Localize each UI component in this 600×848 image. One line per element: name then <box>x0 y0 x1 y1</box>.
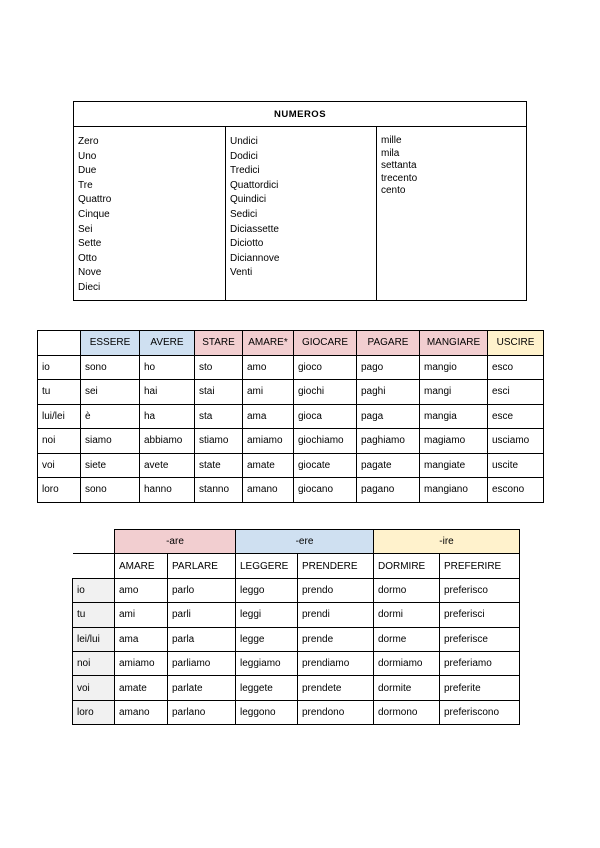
number-word: Sei <box>78 223 93 235</box>
number-word: Diciassette <box>230 223 279 235</box>
table-row <box>73 578 520 602</box>
verb-form-cell: esco <box>488 355 544 380</box>
verb-form-cell: pagate <box>357 453 420 478</box>
pronoun-cell: noi <box>73 651 115 675</box>
verb-form-cell: amate <box>243 453 294 478</box>
verb-header: STARE <box>195 331 243 356</box>
number-word: Due <box>78 165 97 177</box>
verb-form-cell: esci <box>488 380 544 405</box>
verb-form-cell: parliamo <box>168 651 236 675</box>
table-row <box>38 380 544 405</box>
verb-form-cell: uscite <box>488 453 544 478</box>
verb-form-cell: state <box>195 453 243 478</box>
verb-form-cell: parla <box>168 627 236 651</box>
verb-form-cell: amiamo <box>115 651 168 675</box>
verb-form-cell: dormite <box>374 676 440 700</box>
number-word: Cinque <box>78 208 110 220</box>
verb-form-cell: giocano <box>294 478 357 503</box>
verb-form-cell: preferiamo <box>440 651 520 675</box>
numeros-table <box>73 101 527 301</box>
verb-form-cell: dormi <box>374 603 440 627</box>
verb-form-cell: ha <box>140 404 195 429</box>
verb-form-cell: amate <box>115 676 168 700</box>
pronoun-cell: voi <box>38 453 81 478</box>
verb-form-cell: legge <box>236 627 298 651</box>
table-row <box>38 355 544 380</box>
verb-header: ESSERE <box>81 331 140 356</box>
number-word: Sette <box>78 238 102 250</box>
verb-form-cell: abbiamo <box>140 429 195 454</box>
verb-form-cell: prendo <box>298 578 374 602</box>
number-word: Undici <box>230 136 258 147</box>
verb-form-cell: leggono <box>236 700 298 724</box>
verb-form-cell: preferite <box>440 676 520 700</box>
verb-header: LEGGERE <box>236 554 298 578</box>
table-row <box>38 478 544 503</box>
verb-header: PRENDERE <box>298 554 374 578</box>
table-row <box>38 453 544 478</box>
verb-header: PREFERIRE <box>440 554 520 578</box>
verb-form-cell: prende <box>298 627 374 651</box>
verb-form-cell: parli <box>168 603 236 627</box>
verb-form-cell: leggiamo <box>236 651 298 675</box>
empty-cell <box>73 554 115 578</box>
verb-form-cell: dorme <box>374 627 440 651</box>
number-word: trecento <box>381 172 418 184</box>
verb-form-cell: ami <box>243 380 294 405</box>
verb-form-cell: sto <box>195 355 243 380</box>
verb-form-cell: amano <box>243 478 294 503</box>
pronoun-cell: tu <box>38 380 81 405</box>
verb-form-cell: parlo <box>168 578 236 602</box>
number-word: Diciotto <box>230 238 264 250</box>
verb-form-cell: stai <box>195 380 243 405</box>
pronoun-cell: lui/lei <box>38 404 81 429</box>
number-word: Quattordici <box>230 179 279 191</box>
number-word: Zero <box>78 136 99 147</box>
verb-header: AMARE <box>115 554 168 578</box>
verbs-conjugation-table <box>37 330 544 503</box>
number-word: settanta <box>381 160 417 172</box>
verb-form-cell: dormiamo <box>374 651 440 675</box>
group-header: -are <box>115 530 236 554</box>
verb-form-cell: leggete <box>236 676 298 700</box>
number-word: Dieci <box>78 281 101 293</box>
corner-cell <box>38 331 81 356</box>
group-header: -ire <box>374 530 520 554</box>
verb-form-cell: gioco <box>294 355 357 380</box>
table-row <box>38 429 544 454</box>
verb-form-cell: stiamo <box>195 429 243 454</box>
empty-cell <box>73 530 115 554</box>
verb-form-cell: amo <box>243 355 294 380</box>
verb-form-cell: leggo <box>236 578 298 602</box>
header-row <box>38 331 544 356</box>
verb-form-cell: giocate <box>294 453 357 478</box>
pronoun-cell: voi <box>73 676 115 700</box>
verb-form-cell: preferisce <box>440 627 520 651</box>
table-row <box>73 651 520 675</box>
verb-form-cell: pago <box>357 355 420 380</box>
verb-row <box>73 554 520 578</box>
verb-form-cell: sta <box>195 404 243 429</box>
table-row <box>73 627 520 651</box>
verb-form-cell: parlano <box>168 700 236 724</box>
verb-form-cell: pagano <box>357 478 420 503</box>
number-word: Sedici <box>230 208 258 220</box>
verb-form-cell: paghi <box>357 380 420 405</box>
verb-form-cell: magiamo <box>420 429 488 454</box>
verb-form-cell: paga <box>357 404 420 429</box>
group-row <box>73 530 520 554</box>
number-word: mila <box>381 147 400 159</box>
number-word: Nove <box>78 267 102 279</box>
verb-form-cell: usciamo <box>488 429 544 454</box>
verb-form-cell: amo <box>115 578 168 602</box>
numeros-column-1 <box>74 127 225 300</box>
verb-form-cell: dormono <box>374 700 440 724</box>
verb-form-cell: gioca <box>294 404 357 429</box>
verb-form-cell: parlate <box>168 676 236 700</box>
verb-form-cell: hai <box>140 380 195 405</box>
pronoun-cell: io <box>73 578 115 602</box>
verb-header: MANGIARE <box>420 331 488 356</box>
number-word: Quattro <box>78 194 112 206</box>
verb-form-cell: amano <box>115 700 168 724</box>
pronoun-cell: noi <box>38 429 81 454</box>
verb-form-cell: ama <box>115 627 168 651</box>
numeros-column-2 <box>225 127 376 300</box>
verb-form-cell: giochiamo <box>294 429 357 454</box>
verb-form-cell: amiamo <box>243 429 294 454</box>
verb-form-cell: sei <box>81 380 140 405</box>
pronoun-cell: loro <box>38 478 81 503</box>
verb-form-cell: dormo <box>374 578 440 602</box>
verb-form-cell: leggi <box>236 603 298 627</box>
verb-form-cell: siamo <box>81 429 140 454</box>
number-word: Otto <box>78 252 97 264</box>
verb-form-cell: escono <box>488 478 544 503</box>
verb-form-cell: mangio <box>420 355 488 380</box>
verb-header: USCIRE <box>488 331 544 356</box>
number-word: Diciannove <box>230 252 280 264</box>
verb-form-cell: preferisco <box>440 578 520 602</box>
pronoun-cell: tu <box>73 603 115 627</box>
verb-form-cell: giochi <box>294 380 357 405</box>
verb-form-cell: mangiano <box>420 478 488 503</box>
verb-form-cell: mangia <box>420 404 488 429</box>
verb-form-cell: avete <box>140 453 195 478</box>
verb-form-cell: prendiamo <box>298 651 374 675</box>
verb-form-cell: prendete <box>298 676 374 700</box>
table-row <box>73 603 520 627</box>
regular-verbs-table <box>72 529 520 725</box>
verb-form-cell: prendi <box>298 603 374 627</box>
verb-form-cell: è <box>81 404 140 429</box>
verb-form-cell: esce <box>488 404 544 429</box>
verb-header: PAGARE <box>357 331 420 356</box>
verb-form-cell: paghiamo <box>357 429 420 454</box>
verb-header: GIOCARE <box>294 331 357 356</box>
numeros-column-3 <box>376 127 526 300</box>
table-row <box>38 404 544 429</box>
verb-header: AMARE* <box>243 331 294 356</box>
verb-form-cell: sono <box>81 355 140 380</box>
verb-form-cell: siete <box>81 453 140 478</box>
pronoun-cell: lei/lui <box>73 627 115 651</box>
verb-form-cell: mangi <box>420 380 488 405</box>
number-word: Tre <box>78 179 93 191</box>
group-header: -ere <box>236 530 374 554</box>
number-word: Uno <box>78 150 97 162</box>
table-row <box>73 676 520 700</box>
verb-form-cell: stanno <box>195 478 243 503</box>
verb-form-cell: prendono <box>298 700 374 724</box>
number-word: Quindici <box>230 194 267 206</box>
verb-header: PARLARE <box>168 554 236 578</box>
verb-form-cell: sono <box>81 478 140 503</box>
pronoun-cell: io <box>38 355 81 380</box>
number-word: Tredici <box>230 165 260 177</box>
verb-form-cell: ho <box>140 355 195 380</box>
verb-header: AVERE <box>140 331 195 356</box>
verb-form-cell: mangiate <box>420 453 488 478</box>
number-word: Venti <box>230 267 253 279</box>
verb-header: DORMIRE <box>374 554 440 578</box>
number-word: cento <box>381 185 406 197</box>
verb-form-cell: hanno <box>140 478 195 503</box>
verb-form-cell: preferiscono <box>440 700 520 724</box>
pronoun-cell: loro <box>73 700 115 724</box>
table-row <box>73 700 520 724</box>
number-word: mille <box>381 135 402 146</box>
verb-form-cell: ama <box>243 404 294 429</box>
verb-form-cell: preferisci <box>440 603 520 627</box>
verb-form-cell: ami <box>115 603 168 627</box>
numeros-title: NUMEROS <box>74 102 526 127</box>
number-word: Dodici <box>230 150 258 162</box>
